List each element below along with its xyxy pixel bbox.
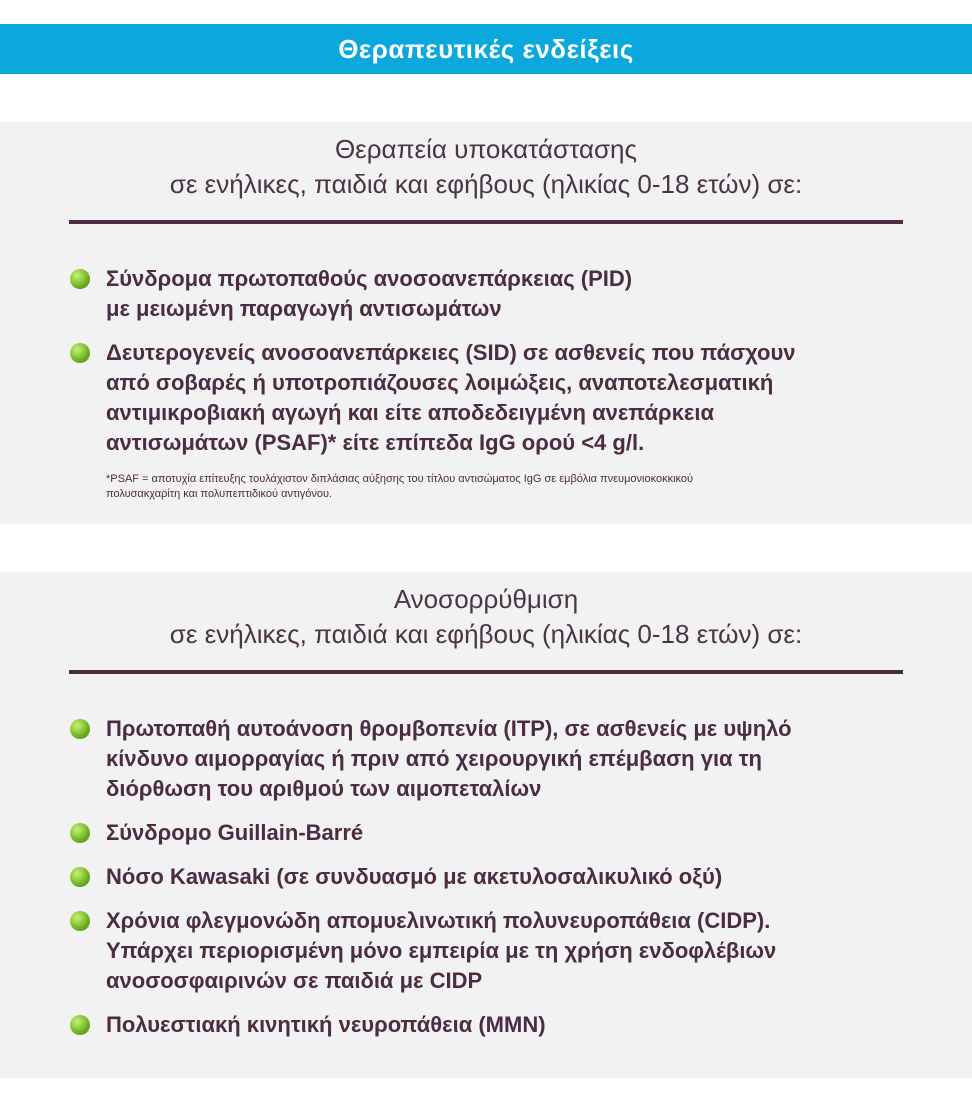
indication-text-line: κίνδυνο αιμορραγίας ή πριν από χειρουργική επέμβαση για τη: [106, 746, 762, 771]
green-bullet-icon: [70, 343, 90, 363]
indication-text-line: από σοβαρές ή υποτροπιάζουσες λοιμώξεις, αναποτελεσματική: [106, 370, 774, 395]
section-subtitle: σε ενήλικες, παιδιά και εφήβους (ηλικίας 0-18 ετών) σε:: [169, 619, 803, 649]
immunomodulation-panel: [0, 572, 972, 1078]
indication-item: [70, 818, 920, 848]
indication-text-line: διόρθωση του αριθμού των αιμοπεταλίων: [106, 776, 542, 801]
header-bar: [0, 24, 972, 74]
section-heading: [0, 132, 972, 202]
indication-text-line: με μειωμένη παραγωγή αντισωμάτων: [106, 296, 502, 321]
indication-text-line: Δευτερογενείς ανοσοανεπάρκειες (SID) σε ασθενείς που πάσχουν: [106, 340, 796, 365]
indication-text-line: Πολυεστιακή κινητική νευροπάθεια (MMN): [106, 1012, 546, 1037]
green-bullet-icon: [70, 867, 90, 887]
green-bullet-icon: [70, 269, 90, 289]
indication-text-line: Σύνδρομα πρωτοπαθούς ανοσοανεπάρκειας (PID): [106, 266, 633, 291]
indication-item: [70, 338, 920, 458]
indication-text-line: Πρωτοπαθή αυτοάνοση θρομβοπενία (ITP), σε ασθενείς με υψηλό: [106, 716, 792, 741]
indication-item: [70, 264, 920, 324]
indication-text-line: Σύνδρομο Guillain-Barré: [106, 820, 364, 845]
indication-text-line: αντισωμάτων (PSAF)* είτε επίπεδα IgG ορού <4 g/l.: [106, 430, 645, 455]
page-title: Θεραπευτικές ενδείξεις: [338, 33, 634, 64]
section-divider: [69, 220, 903, 224]
green-bullet-icon: [70, 911, 90, 931]
indication-item: [70, 862, 920, 892]
indication-list: [70, 264, 920, 472]
footnote: [106, 472, 896, 502]
section-title: Ανοσορρύθμιση: [393, 584, 579, 614]
indication-item: [70, 906, 920, 996]
indication-text-line: Υπάρχει περιορισμένη μόνο εμπειρία με τη χρήση ενδοφλέβιων: [106, 938, 777, 963]
section-title: Θεραπεία υποκατάστασης: [334, 134, 638, 164]
section-subtitle: σε ενήλικες, παιδιά και εφήβους (ηλικίας 0-18 ετών) σε:: [169, 169, 803, 199]
indication-text-line: Νόσο Kawasaki (σε συνδυασμό με ακετυλοσαλικυλικό οξύ): [106, 864, 723, 889]
section-heading: [0, 582, 972, 652]
indication-text-line: αντιμικροβιακή αγωγή και είτε αποδεδειγμένη ανεπάρκεια: [106, 400, 714, 425]
section-divider: [69, 670, 903, 674]
green-bullet-icon: [70, 719, 90, 739]
indication-item: [70, 714, 920, 804]
footnote-line: *PSAF = αποτυχία επίτευξης τουλάχιστον διπλάσιας αύξησης του τίτλου αντισώματος IgG σε εμβόλια πνευμονιοκοκκικού: [106, 473, 694, 485]
green-bullet-icon: [70, 1015, 90, 1035]
indication-text-line: ανοσοσφαιρινών σε παιδιά με CIDP: [106, 968, 483, 993]
footnote-line: πολυσακχαρίτη και πολυπεπτιδικού αντιγόνου.: [106, 488, 333, 500]
replacement-therapy-panel: [0, 122, 972, 524]
indication-text-line: Χρόνια φλεγμονώδη απομυελινωτική πολυνευροπάθεια (CIDP).: [106, 908, 771, 933]
indication-item: [70, 1010, 920, 1040]
green-bullet-icon: [70, 823, 90, 843]
indication-list: [70, 714, 920, 1054]
